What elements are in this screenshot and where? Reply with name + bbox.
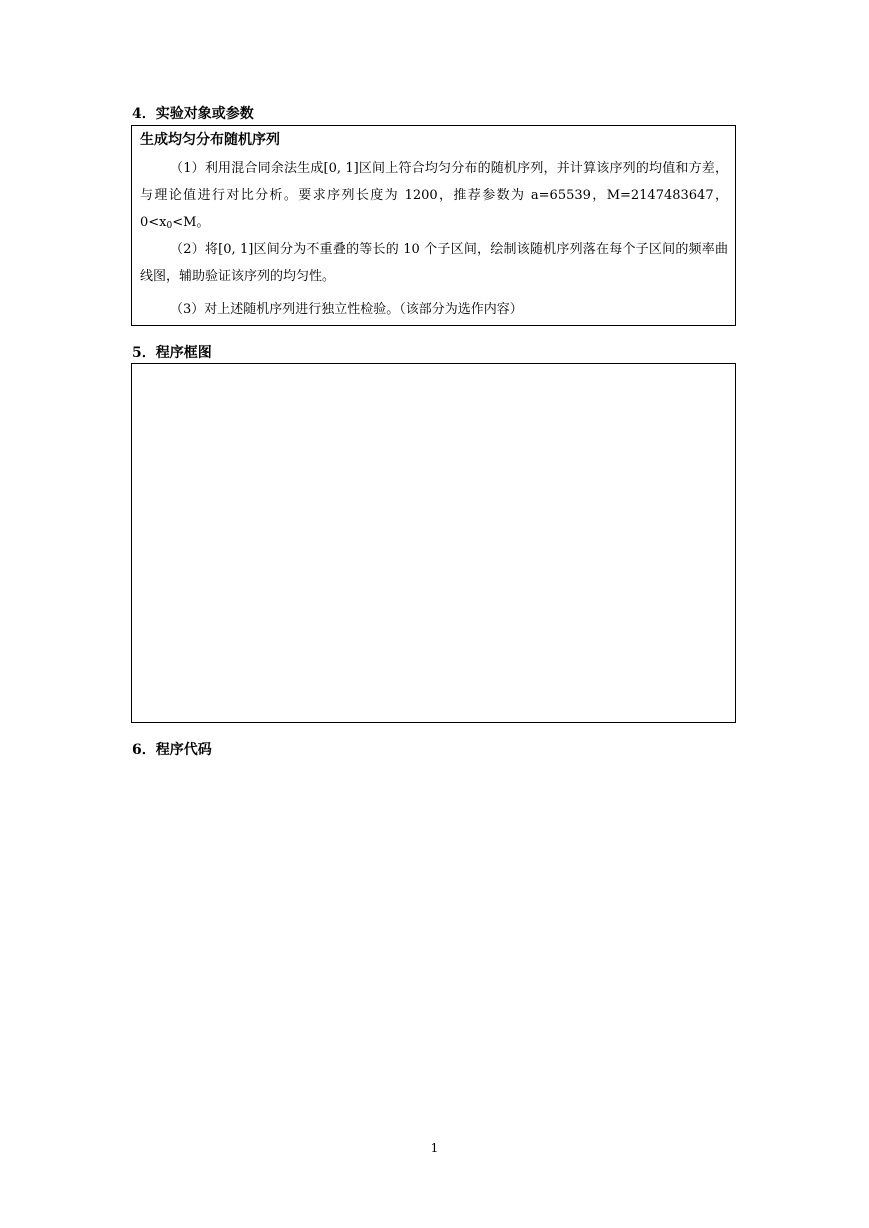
page-number: 1 xyxy=(430,1141,439,1155)
paragraph-2: （2）将[0, 1]区间分为不重叠的等长的 10 个子区间，绘制该随机序列落在每个子区间的频率曲线图，辅助验证该序列的均匀性。 xyxy=(140,242,728,284)
paragraph-1-text: （1）利用混合同余法生成[0, 1]区间上符合均匀分布的随机序列，并计算该序列的均值和方差，与理论值进行对比分析。要求序列长度为 1200，推荐参数为 a=65539，M=2147483647，0<x xyxy=(140,161,728,230)
flowchart-box xyxy=(131,363,736,723)
section-6-heading: 6．程序代码 xyxy=(132,742,212,758)
paragraph-3: （3）对上述随机序列进行独立性检验。（该部分为选作内容） xyxy=(170,302,523,317)
paragraph-1-tail: <M。 xyxy=(172,215,210,230)
paragraph-1 xyxy=(140,155,728,236)
section-5-heading: 5．程序框图 xyxy=(132,345,212,361)
x0-subscript: 0 xyxy=(166,221,173,231)
section-4-heading: 4．实验对象或参数 xyxy=(132,106,254,122)
experiment-parameters-box xyxy=(131,125,736,326)
box-title: 生成均匀分布随机序列 xyxy=(140,132,280,148)
